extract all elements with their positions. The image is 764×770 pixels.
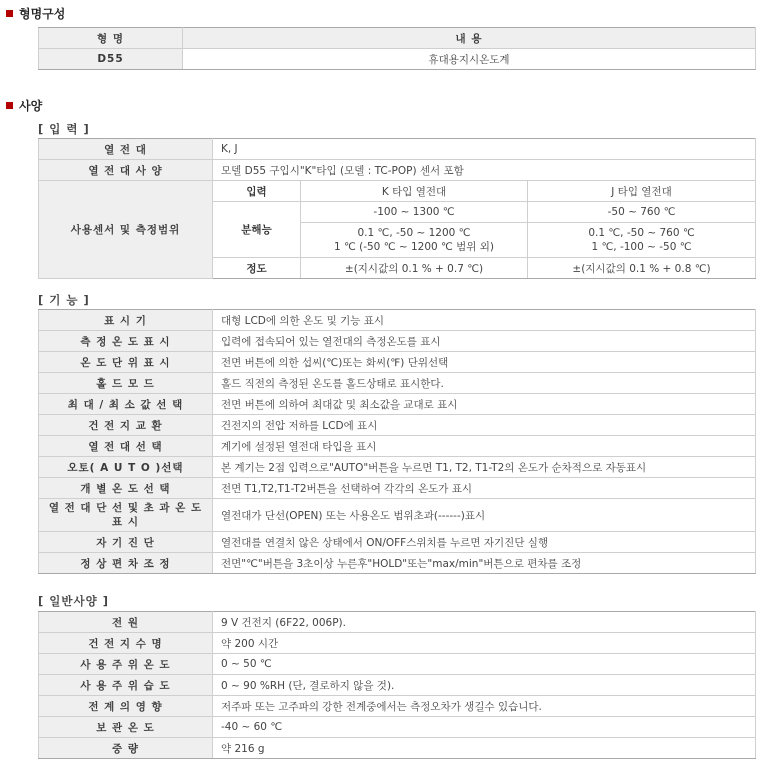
functions-table — [38, 309, 756, 574]
row-label: 열 전 대 사 양 — [39, 160, 213, 181]
resolution-j — [528, 223, 756, 258]
row-value: 입력에 접속되어 있는 열전대의 측정온도를 표시 — [213, 331, 756, 352]
row-value: 9 V 건전지 (6F22, 006P). — [213, 612, 756, 633]
section-title-composition — [6, 5, 65, 21]
input-table — [38, 138, 756, 279]
row-label: 홀 드 모 드 — [39, 373, 213, 394]
section-title-text: 형명구성 — [19, 6, 66, 21]
resolution-j-line1: 0.1 ℃, -50 ~ 760 ℃ — [588, 227, 695, 239]
row-label: 전 계 의 영 향 — [39, 696, 213, 717]
column-header: 형 명 — [39, 28, 183, 49]
resolution-k-line1: 0.1 ℃, -50 ~ 1200 ℃ — [357, 227, 471, 239]
row-label: 열 전 대 선 택 — [39, 436, 213, 457]
column-header: 내 용 — [183, 28, 756, 49]
resolution-label: 분해능 — [213, 202, 301, 258]
row-value: 전면 버튼에 의하여 최대값 및 최소값을 교대로 표시 — [213, 394, 756, 415]
general-table — [38, 611, 756, 759]
row-label: 표 시 기 — [39, 310, 213, 331]
subtitle-general: [ 일반사양 ] — [38, 594, 109, 608]
row-value: 전면 버튼에 의한 섭씨(℃)또는 화씨(℉) 단위선택 — [213, 352, 756, 373]
table-row — [39, 457, 756, 478]
table-row — [39, 553, 756, 574]
input-header: 입력 — [213, 181, 301, 202]
row-label: 자 기 진 단 — [39, 532, 213, 553]
table-row — [39, 310, 756, 331]
composition-table — [38, 27, 756, 70]
row-value: 0 ~ 50 ℃ — [213, 654, 756, 675]
row-value: 홀드 직전의 측정된 온도를 홀드상태로 표시한다. — [213, 373, 756, 394]
section-title-text: 사양 — [19, 98, 43, 113]
table-row — [39, 717, 756, 738]
sensor-label: 사용센서 및 측정범위 — [39, 181, 213, 279]
row-value: 0 ~ 90 %RH (단, 결로하지 않을 것). — [213, 675, 756, 696]
row-label: 개 별 온 도 선 택 — [39, 478, 213, 499]
table-row — [39, 352, 756, 373]
row-value: 열전대가 단선(OPEN) 또는 사용온도 범위초과(------)표시 — [213, 499, 756, 532]
table-row — [39, 612, 756, 633]
accuracy-j: ±(지시값의 0.1 % + 0.8 ℃) — [528, 258, 756, 279]
row-label: 최 대 / 최 소 값 선 택 — [39, 394, 213, 415]
subtitle-input: [ 입 력 ] — [38, 122, 90, 136]
accuracy-label: 정도 — [213, 258, 301, 279]
row-value: 저주파 또는 고주파의 강한 전계중에서는 측정오차가 생길수 있습니다. — [213, 696, 756, 717]
table-row — [39, 181, 756, 202]
table-row — [39, 478, 756, 499]
row-label: 전 원 — [39, 612, 213, 633]
row-value: K, J — [213, 139, 756, 160]
row-value: 대형 LCD에 의한 온도 및 기능 표시 — [213, 310, 756, 331]
table-row — [39, 654, 756, 675]
table-row — [39, 49, 756, 70]
row-label: 열 전 대 단 선 및 초 과 온 도 표 시 — [39, 499, 213, 532]
k-type-header: K 타입 열전대 — [301, 181, 528, 202]
resolution-k — [301, 223, 528, 258]
table-row — [39, 415, 756, 436]
range-k: -100 ~ 1300 ℃ — [301, 202, 528, 223]
row-value: 본 계기는 2점 입력으로"AUTO"버튼을 누르면 T1, T2, T1-T2의 온도가 순차적으로 자동표시 — [213, 457, 756, 478]
row-value: 약 216 g — [213, 738, 756, 759]
table-header-row — [39, 28, 756, 49]
j-type-header: J 타입 열전대 — [528, 181, 756, 202]
row-label: 건 전 지 수 명 — [39, 633, 213, 654]
row-label: 측 정 온 도 표 시 — [39, 331, 213, 352]
range-j: -50 ~ 760 ℃ — [528, 202, 756, 223]
row-value: 열전대를 연결치 않은 상태에서 ON/OFF스위치를 누르면 자기진단 실행 — [213, 532, 756, 553]
table-row — [39, 532, 756, 553]
row-value: 약 200 시간 — [213, 633, 756, 654]
row-value: 모델 D55 구입시"K"타입 (모델 : TC-POP) 센서 포함 — [213, 160, 756, 181]
table-row — [39, 160, 756, 181]
table-row — [39, 436, 756, 457]
row-label: 건 전 지 교 환 — [39, 415, 213, 436]
accuracy-k: ±(지시값의 0.1 % + 0.7 ℃) — [301, 258, 528, 279]
table-row — [39, 331, 756, 352]
row-value: 전면"℃"버튼을 3초이상 누른후"HOLD"또는"max/min"버튼으로 편차를 조정 — [213, 553, 756, 574]
subtitle-functions: [ 기 능 ] — [38, 293, 90, 307]
resolution-j-line2: 1 ℃, -100 ~ -50 ℃ — [591, 241, 692, 253]
table-row — [39, 696, 756, 717]
bullet-square-icon — [6, 102, 13, 109]
bullet-square-icon — [6, 10, 13, 17]
model-cell: D55 — [39, 49, 183, 70]
row-label: 온 도 단 위 표 시 — [39, 352, 213, 373]
row-label: 보 관 온 도 — [39, 717, 213, 738]
row-label: 정 상 편 차 조 정 — [39, 553, 213, 574]
table-row — [39, 738, 756, 759]
section-title-spec — [6, 97, 42, 113]
description-cell: 휴대용지시온도계 — [183, 49, 756, 70]
row-value: 건전지의 전압 저하를 LCD에 표시 — [213, 415, 756, 436]
row-value: -40 ~ 60 ℃ — [213, 717, 756, 738]
row-label: 중 량 — [39, 738, 213, 759]
table-row — [39, 394, 756, 415]
table-row — [39, 675, 756, 696]
table-row — [39, 139, 756, 160]
row-value: 계기에 설정된 열전대 타입을 표시 — [213, 436, 756, 457]
row-label: 오토( A U T O )선택 — [39, 457, 213, 478]
resolution-k-line2: 1 ℃ (-50 ℃ ~ 1200 ℃ 범위 외) — [333, 241, 495, 253]
row-label: 사 용 주 위 온 도 — [39, 654, 213, 675]
table-row — [39, 373, 756, 394]
row-label: 열 전 대 — [39, 139, 213, 160]
table-row — [39, 499, 756, 532]
table-row — [39, 633, 756, 654]
row-label: 사 용 주 위 습 도 — [39, 675, 213, 696]
row-value: 전면 T1,T2,T1-T2버튼을 선택하여 각각의 온도가 표시 — [213, 478, 756, 499]
